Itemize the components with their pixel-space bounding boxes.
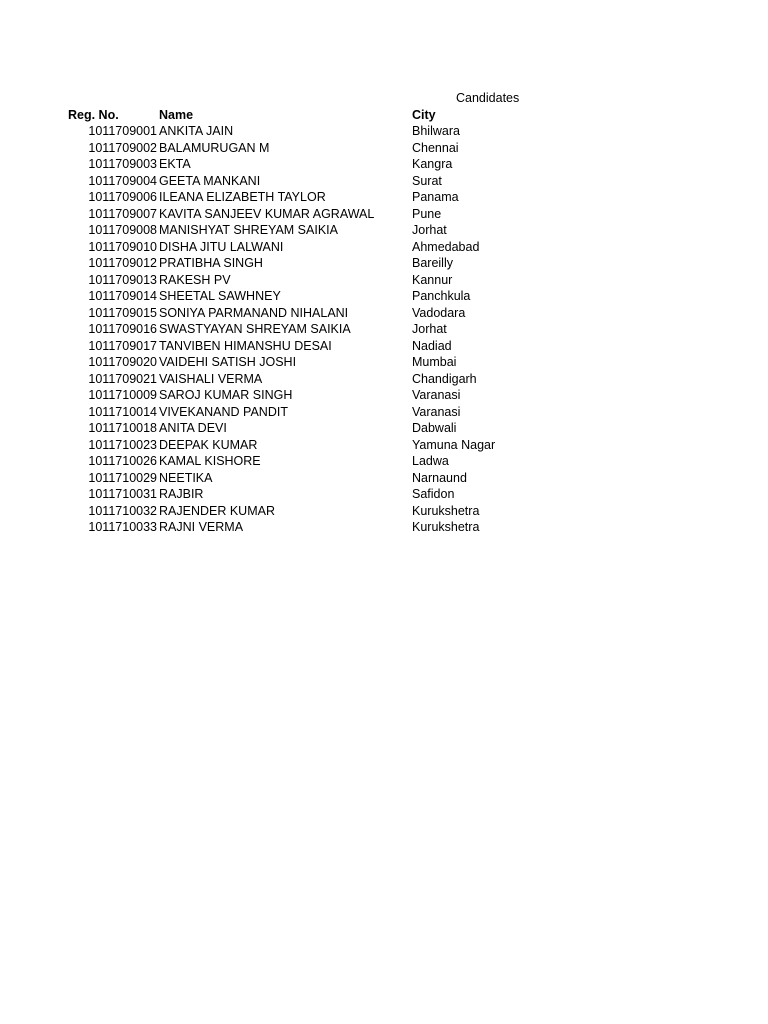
cell-reg-no: 1011709007 xyxy=(88,206,157,221)
cell-city: Surat xyxy=(412,173,442,188)
cell-reg-no: 1011709013 xyxy=(88,272,157,287)
cell-reg-no: 1011710026 xyxy=(88,454,157,468)
cell-city: Kurukshetra xyxy=(412,503,480,518)
cell-name: TANVIBEN HIMANSHU DESAI xyxy=(159,338,332,353)
table-row xyxy=(0,206,768,223)
cell-city: Varanasi xyxy=(412,404,461,419)
cell-city: Dabwali xyxy=(412,421,457,435)
cell-city: Panchkula xyxy=(412,289,471,303)
cell-name: ANKITA JAIN xyxy=(159,124,234,138)
cell-name: DEEPAK KUMAR xyxy=(159,437,258,452)
cell-name: VIVEKANAND PANDIT xyxy=(159,404,288,419)
cell-city: Jorhat xyxy=(412,322,447,336)
cell-name: KAMAL KISHORE xyxy=(159,454,261,468)
cell-city: Vadodara xyxy=(412,305,466,320)
cell-name: RAJNI VERMA xyxy=(159,520,244,534)
cell-name: SAROJ KUMAR SINGH xyxy=(159,388,293,402)
cell-name: RAJENDER KUMAR xyxy=(159,503,275,518)
table-row xyxy=(0,321,768,338)
cell-city: Varanasi xyxy=(412,388,461,402)
table-row xyxy=(0,470,768,487)
cell-city: Mumbai xyxy=(412,355,457,369)
table-row xyxy=(0,123,768,140)
cell-name: MANISHYAT SHREYAM SAIKIA xyxy=(159,223,338,237)
cell-reg-no: 1011710032 xyxy=(88,503,157,518)
cell-city: Yamuna Nagar xyxy=(412,437,496,452)
table-row xyxy=(0,173,768,190)
table-row xyxy=(0,305,768,322)
table-row xyxy=(0,387,768,404)
cell-city: Ahmedabad xyxy=(412,239,480,254)
table-row xyxy=(0,338,768,355)
table-row xyxy=(0,288,768,305)
cell-city: Nadiad xyxy=(412,338,452,353)
cell-name: SWASTYAYAN SHREYAM SAIKIA xyxy=(159,322,351,336)
table-row xyxy=(0,420,768,437)
table-row xyxy=(0,239,768,256)
cell-city: Jorhat xyxy=(412,223,447,237)
cell-city: Safidon xyxy=(412,487,455,501)
cell-reg-no: 1011709008 xyxy=(88,223,157,237)
cell-reg-no: 1011709012 xyxy=(88,256,157,270)
cell-reg-no: 1011709020 xyxy=(88,355,157,369)
cell-reg-no: 1011710009 xyxy=(88,388,157,402)
cell-city: Ladwa xyxy=(412,454,449,468)
cell-reg-no: 1011709021 xyxy=(88,371,157,386)
table-row xyxy=(0,272,768,289)
cell-city: Kurukshetra xyxy=(412,520,480,534)
cell-reg-no: 1011709016 xyxy=(88,322,157,336)
cell-name: RAJBIR xyxy=(159,487,204,501)
cell-name: SHEETAL SAWHNEY xyxy=(159,289,281,303)
cell-reg-no: 1011709001 xyxy=(88,124,157,138)
cell-name: ILEANA ELIZABETH TAYLOR xyxy=(159,190,326,204)
cell-reg-no: 1011710031 xyxy=(88,487,157,501)
cell-city: Narnaund xyxy=(412,470,467,485)
table-row xyxy=(0,156,768,173)
cell-reg-no: 1011709014 xyxy=(88,289,157,303)
cell-name: RAKESH PV xyxy=(159,272,231,287)
cell-name: GEETA MANKANI xyxy=(159,173,261,188)
table-row xyxy=(0,222,768,239)
table-row xyxy=(0,404,768,421)
cell-reg-no: 1011709010 xyxy=(88,239,157,254)
cell-name: ANITA DEVI xyxy=(159,421,227,435)
cell-reg-no: 1011709003 xyxy=(88,157,157,171)
header-city: City xyxy=(412,107,436,122)
cell-reg-no: 1011710029 xyxy=(88,470,157,485)
table-row xyxy=(0,140,768,157)
cell-name: VAISHALI VERMA xyxy=(159,371,263,386)
cell-reg-no: 1011710014 xyxy=(88,404,157,419)
cell-reg-no: 1011709002 xyxy=(88,140,157,155)
cell-city: Bareilly xyxy=(412,256,453,270)
table-header xyxy=(0,107,768,124)
header-name: Name xyxy=(159,107,194,122)
cell-name: KAVITA SANJEEV KUMAR AGRAWAL xyxy=(159,206,375,221)
cell-reg-no: 1011710023 xyxy=(88,437,157,452)
cell-name: SONIYA PARMANAND NIHALANI xyxy=(159,305,349,320)
table-row xyxy=(0,453,768,470)
cell-name: VAIDEHI SATISH JOSHI xyxy=(159,355,297,369)
cell-name: EKTA xyxy=(159,157,191,171)
cell-reg-no: 1011709004 xyxy=(88,173,157,188)
header-reg-no: Reg. No. xyxy=(68,107,119,122)
cell-city: Kannur xyxy=(412,272,453,287)
table-row xyxy=(0,354,768,371)
cell-reg-no: 1011710033 xyxy=(88,520,157,534)
cell-reg-no: 1011709006 xyxy=(88,190,157,204)
cell-city: Bhilwara xyxy=(412,124,460,138)
table-row xyxy=(0,503,768,520)
cell-name: NEETIKA xyxy=(159,470,213,485)
cell-city: Chandigarh xyxy=(412,371,477,386)
table-row xyxy=(0,189,768,206)
table-row xyxy=(0,437,768,454)
cell-reg-no: 1011709015 xyxy=(88,305,157,320)
table-row xyxy=(0,519,768,536)
cell-name: DISHA JITU LALWANI xyxy=(159,239,284,254)
cell-name: BALAMURUGAN M xyxy=(159,140,270,155)
sheet-title: Candidates xyxy=(456,91,520,105)
table-row xyxy=(0,255,768,272)
cell-reg-no: 1011710018 xyxy=(88,421,157,435)
cell-city: Pune xyxy=(412,206,442,221)
cell-city: Kangra xyxy=(412,157,453,171)
cell-reg-no: 1011709017 xyxy=(88,338,157,353)
cell-name: PRATIBHA SINGH xyxy=(159,256,263,270)
table-row xyxy=(0,486,768,503)
cell-city: Chennai xyxy=(412,140,459,155)
table-row xyxy=(0,371,768,388)
cell-city: Panama xyxy=(412,190,459,204)
